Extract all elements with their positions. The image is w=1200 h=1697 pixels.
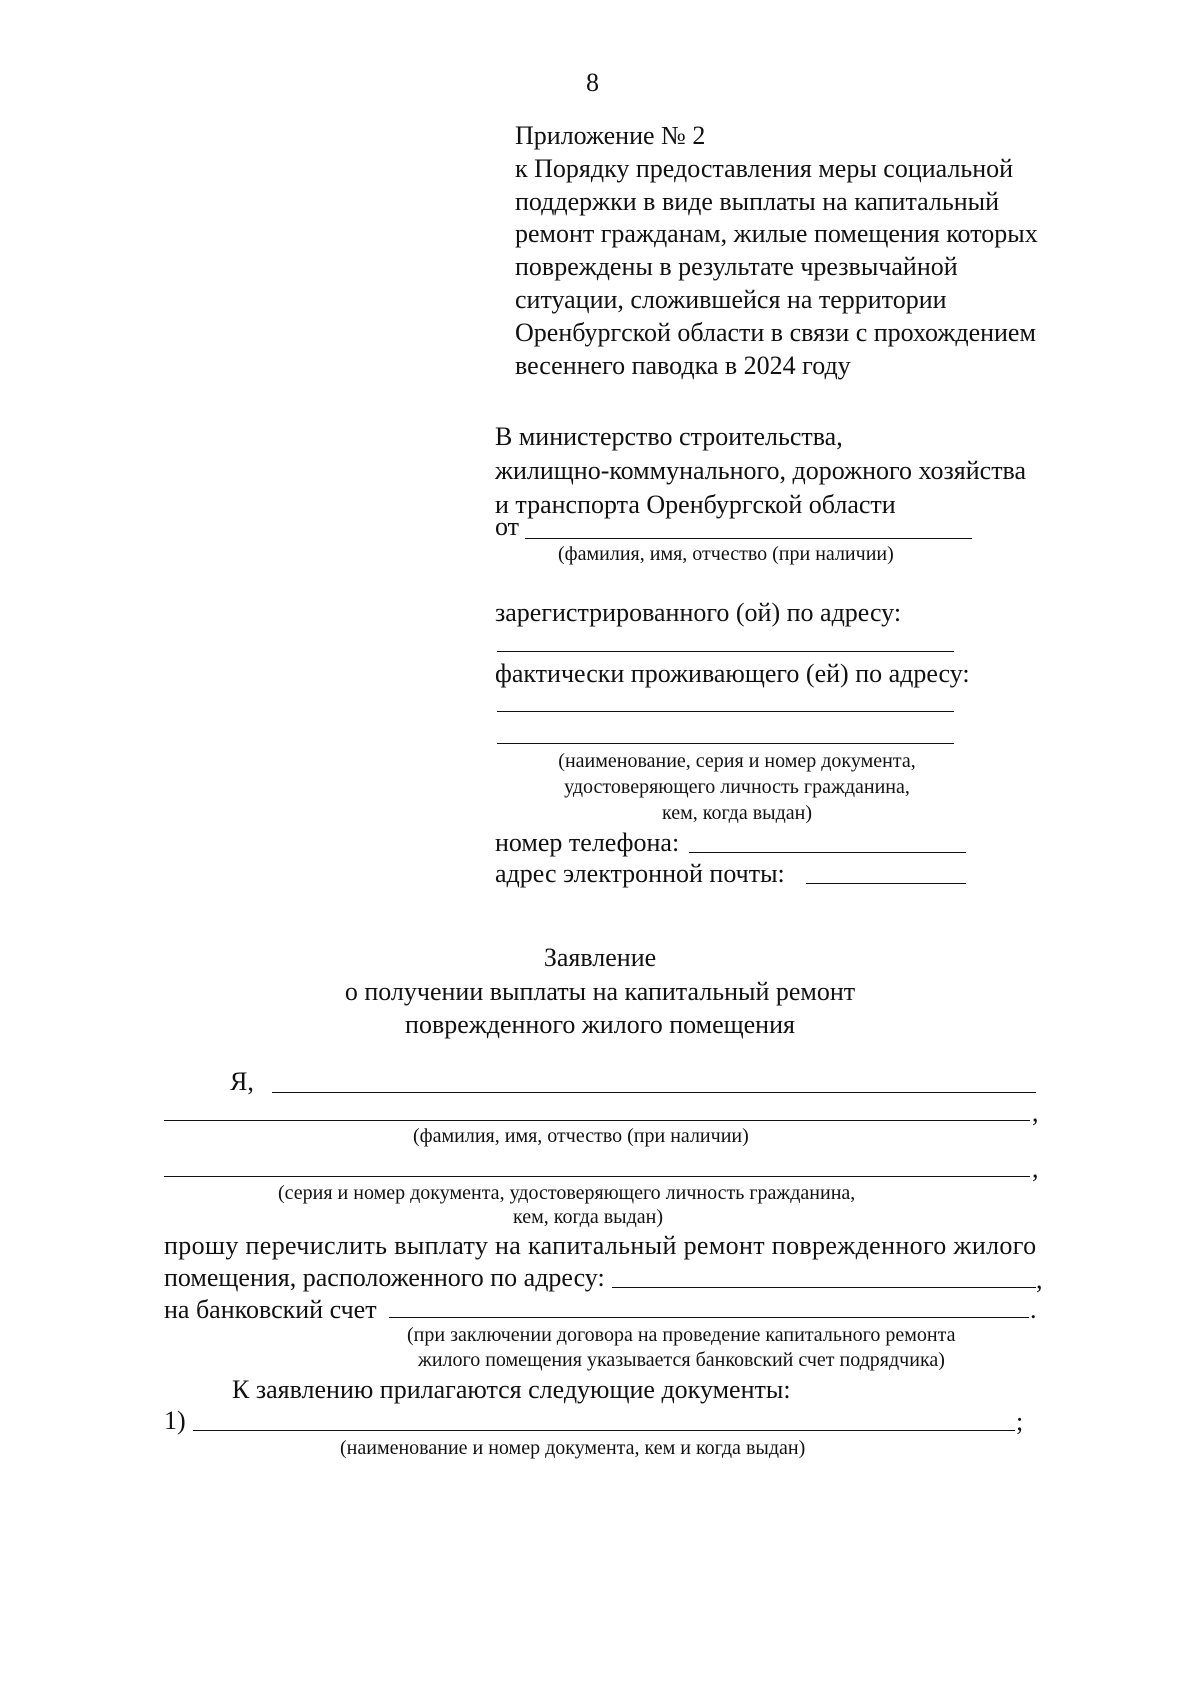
applicant-document-hint-1: (серия и номер документа, удостоверяющего личность гражданина, xyxy=(278,1182,856,1204)
attachment-item-number: 1) xyxy=(164,1406,186,1435)
addressee-line: жилищно-коммунального, дорожного хозяйства xyxy=(495,456,1027,485)
bank-account-label: на банковский счет xyxy=(164,1295,377,1324)
page-number: 8 xyxy=(586,68,599,97)
appendix-line: поддержки в виде выплаты на капитальный xyxy=(515,186,1000,216)
hint-line: удостоверяющего личность гражданина, xyxy=(564,776,910,798)
appendix-line: повреждены в результате чрезвычайной xyxy=(515,252,958,282)
bank-account-hint-1: (при заключении договора на проведение капитального ремонта xyxy=(407,1324,956,1346)
applicant-name-field-2[interactable] xyxy=(164,1120,1030,1121)
hint-line: (наименование, серия и номер документа, xyxy=(558,750,916,772)
comma: , xyxy=(1032,1154,1039,1183)
document-title xyxy=(200,941,1000,1042)
appendix-line: Оренбургской области в связи с прохождением xyxy=(515,317,1036,347)
attachments-label: К заявлению прилагаются следующие документы: xyxy=(232,1375,791,1404)
i-label: Я, xyxy=(230,1067,254,1096)
appendix-line: ремонт гражданам, жилые помещения которых xyxy=(515,219,1038,249)
attachment-item-field[interactable] xyxy=(193,1430,1015,1431)
appendix-line: ситуации, сложившейся на территории xyxy=(515,284,947,314)
addressee-line: и транспорта Оренбургской области xyxy=(495,490,896,519)
bank-account-field[interactable] xyxy=(389,1317,1029,1318)
from-label: от xyxy=(495,512,520,541)
applicant-document-hint-2: кем, когда выдан) xyxy=(513,1206,664,1228)
comma: , xyxy=(1032,1098,1039,1127)
hint-line: кем, когда выдан) xyxy=(661,802,812,824)
from-fio-field[interactable] xyxy=(525,538,972,539)
semicolon: ; xyxy=(1016,1407,1024,1436)
registered-address-field[interactable] xyxy=(497,651,954,652)
identity-document-hint xyxy=(497,748,977,826)
applicant-name-field[interactable] xyxy=(272,1092,1036,1093)
appendix-line: к Порядку предоставления меры социальной xyxy=(515,153,1014,183)
registered-address-label: зарегистрированного (ой) по адресу: xyxy=(495,598,902,627)
title-line: поврежденного жилого помещения xyxy=(405,1010,795,1039)
actual-address-field[interactable] xyxy=(497,711,954,712)
title-line: о получении выплаты на капитальный ремонт xyxy=(344,976,856,1006)
applicant-document-field[interactable] xyxy=(164,1176,1030,1177)
actual-address-label: фактически проживающего (ей) по адресу: xyxy=(495,659,970,688)
appendix-line: Приложение № 2 xyxy=(515,121,706,150)
identity-document-field[interactable] xyxy=(497,743,954,744)
from-fio-hint: (фамилия, имя, отчество (при наличии) xyxy=(558,543,894,565)
phone-label: номер телефона: xyxy=(495,828,680,857)
phone-field[interactable] xyxy=(689,852,966,853)
applicant-fio-hint: (фамилия, имя, отчество (при наличии) xyxy=(413,1125,749,1147)
period: . xyxy=(1030,1295,1037,1324)
addressee-block xyxy=(495,420,1026,522)
email-label: адрес электронной почты: xyxy=(495,859,785,888)
request-line-2: помещения, расположенного по адресу: xyxy=(164,1263,605,1292)
title-line: Заявление xyxy=(543,943,657,972)
request-line-1: прошу перечислить выплату на капитальный ремонт поврежденного жилого xyxy=(164,1231,1037,1260)
appendix-block xyxy=(515,120,1038,382)
addressee-line: В министерство строительства, xyxy=(495,422,843,451)
comma: , xyxy=(1036,1265,1043,1294)
bank-account-hint-2: жилого помещения указывается банковский счет подрядчика) xyxy=(418,1349,945,1371)
property-address-field[interactable] xyxy=(612,1287,1036,1288)
email-field[interactable] xyxy=(806,883,966,884)
appendix-line: весеннего паводка в 2024 году xyxy=(515,350,851,380)
attachment-item-hint: (наименование и номер документа, кем и когда выдан) xyxy=(340,1437,806,1459)
